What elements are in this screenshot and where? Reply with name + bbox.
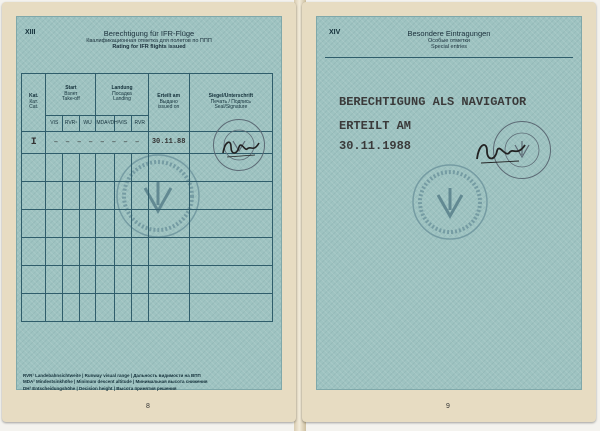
section-number-left: XIII	[25, 29, 36, 36]
title-ru-left: Квалификационная отметка для полетов по ППП	[86, 38, 212, 44]
ddr-emblem-watermark-right	[411, 163, 489, 241]
right-page	[302, 2, 596, 422]
title-en-right: Special entries	[430, 44, 468, 50]
page-number-left: 8	[146, 403, 150, 410]
typed-line-3: 30.11.1988	[339, 139, 412, 153]
sub-wu: WU	[79, 116, 96, 132]
typed-line-1: BERECHTIGUNG ALS NAVIGATOR	[339, 95, 527, 109]
title-de-right: Besondere Eintragungen	[407, 29, 491, 38]
sub-mda-dh: MDA²/DH³	[96, 116, 115, 132]
entry-date: 30.11.88	[148, 132, 189, 154]
col-kat: Kat. Кат. Cat.	[22, 74, 46, 132]
legend-dh: DH³ Entscheidungshöhe | Decision height | Высота принятия решения	[23, 385, 177, 391]
left-panel	[16, 16, 282, 390]
left-page	[2, 2, 296, 422]
col-start: Start Взлет Take-off	[46, 74, 96, 116]
page-number-right: 9	[446, 403, 450, 410]
legend-rvr: RVR¹ Landebahnsichtweite | Runway visual range | Дальность видимости на ВПП	[23, 373, 201, 378]
col-siegel: Siegel/Unterschrift Печать / Подпись Seal/Signature	[189, 74, 272, 132]
col-erteilt: Erteilt am Выдано issued on	[148, 74, 189, 132]
ifr-rating-table	[21, 73, 273, 322]
sub-vis-start: VIS	[46, 116, 63, 132]
section-number-right: XIV	[329, 29, 341, 36]
sub-rvr-start: RVR¹	[63, 116, 80, 132]
sub-vis-land: VIS	[115, 116, 132, 132]
title-en-left: Rating for IFR flights issued	[112, 44, 186, 50]
entry-dashes: – – – – – – – –	[46, 132, 148, 154]
legend-mda: MDA² Mindestsinkhöhe | Minimum descent altitude | Минимальная высота снижения	[23, 379, 208, 385]
col-landung: Landung Посадка Landing	[96, 74, 148, 116]
footnote-legend	[23, 373, 275, 392]
right-header	[323, 29, 575, 50]
entry-kat: I	[22, 132, 46, 154]
right-panel	[316, 16, 582, 390]
left-header	[23, 29, 275, 50]
title-ru-right: Особые отметки	[428, 38, 470, 44]
signature-left	[219, 135, 263, 166]
header-divider	[325, 57, 573, 58]
title-de-left: Berechtigung für IFR-Flüge	[103, 29, 195, 38]
typed-line-2: ERTEILT AM	[339, 119, 412, 133]
sub-rvr-land: RVR	[131, 116, 148, 132]
